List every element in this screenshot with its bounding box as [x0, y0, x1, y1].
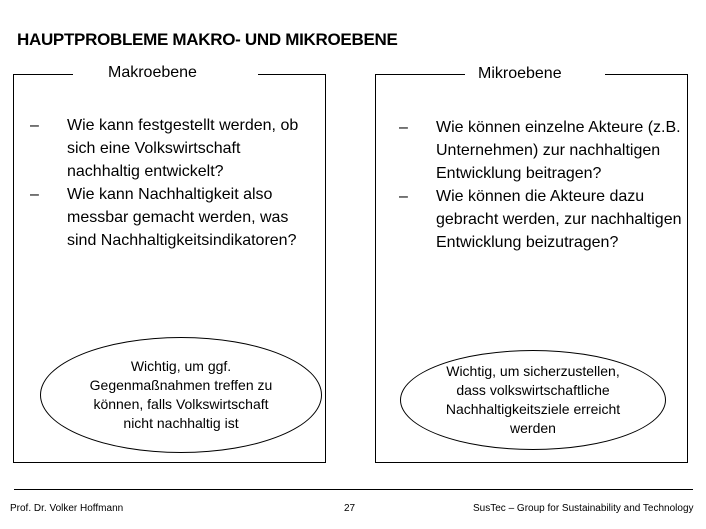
ellipse-text: Wichtig, um sicherzustellen, dass volkswirtschaftliche Nachhaltigkeitsziele erreicht werden: [445, 363, 621, 436]
ellipse-text: Wichtig, um ggf. Gegenmaßnahmen treffen zu können, falls Volkswirtschaft nicht nachhaltig ist: [89, 358, 273, 431]
makro-box-top-right-edge: [258, 74, 325, 75]
mikro-importance-ellipse: [400, 350, 666, 450]
page-title: HAUPTPROBLEME MAKRO- UND MIKROEBENE: [17, 30, 398, 49]
list-item: [30, 183, 315, 252]
bullet-text: Wie können die Akteure dazu gebracht werden, zur nachhaltigen Entwicklung beizutragen?: [436, 188, 682, 251]
makro-box-top-left-edge: [13, 74, 73, 75]
list-item: [399, 185, 689, 254]
makro-importance-ellipse: [40, 337, 322, 453]
page-number: 27: [344, 503, 356, 514]
makro-bullet-list: [30, 114, 315, 252]
bullet-dash: –: [30, 186, 39, 203]
bullet-dash: –: [399, 188, 408, 205]
makro-heading: Makroebene: [108, 64, 197, 81]
bullet-text: Wie können einzelne Akteure (z.B. Unternehmen) zur nachhaltigen Entwicklung beitragen?: [436, 119, 681, 182]
bullet-text: Wie kann Nachhaltigkeit also messbar gemacht werden, was sind Nachhaltigkeitsindikatoren?: [67, 186, 297, 249]
footer-author: Prof. Dr. Volker Hoffmann: [10, 503, 124, 514]
list-item: [399, 116, 689, 185]
bullet-dash: –: [399, 119, 408, 136]
footer-divider: [14, 489, 693, 490]
mikro-heading: Mikroebene: [478, 65, 562, 82]
footer-organization: SusTec – Group for Sustainability and Technology: [473, 503, 694, 514]
bullet-dash: –: [30, 117, 39, 134]
mikro-bullet-list: [399, 116, 689, 254]
mikro-box-top-right-edge: [605, 74, 687, 75]
mikro-box-top-left-edge: [375, 74, 465, 75]
bullet-text: Wie kann festgestellt werden, ob sich eine Volkswirtschaft nachhaltig entwickelt?: [67, 117, 299, 180]
list-item: [30, 114, 315, 183]
